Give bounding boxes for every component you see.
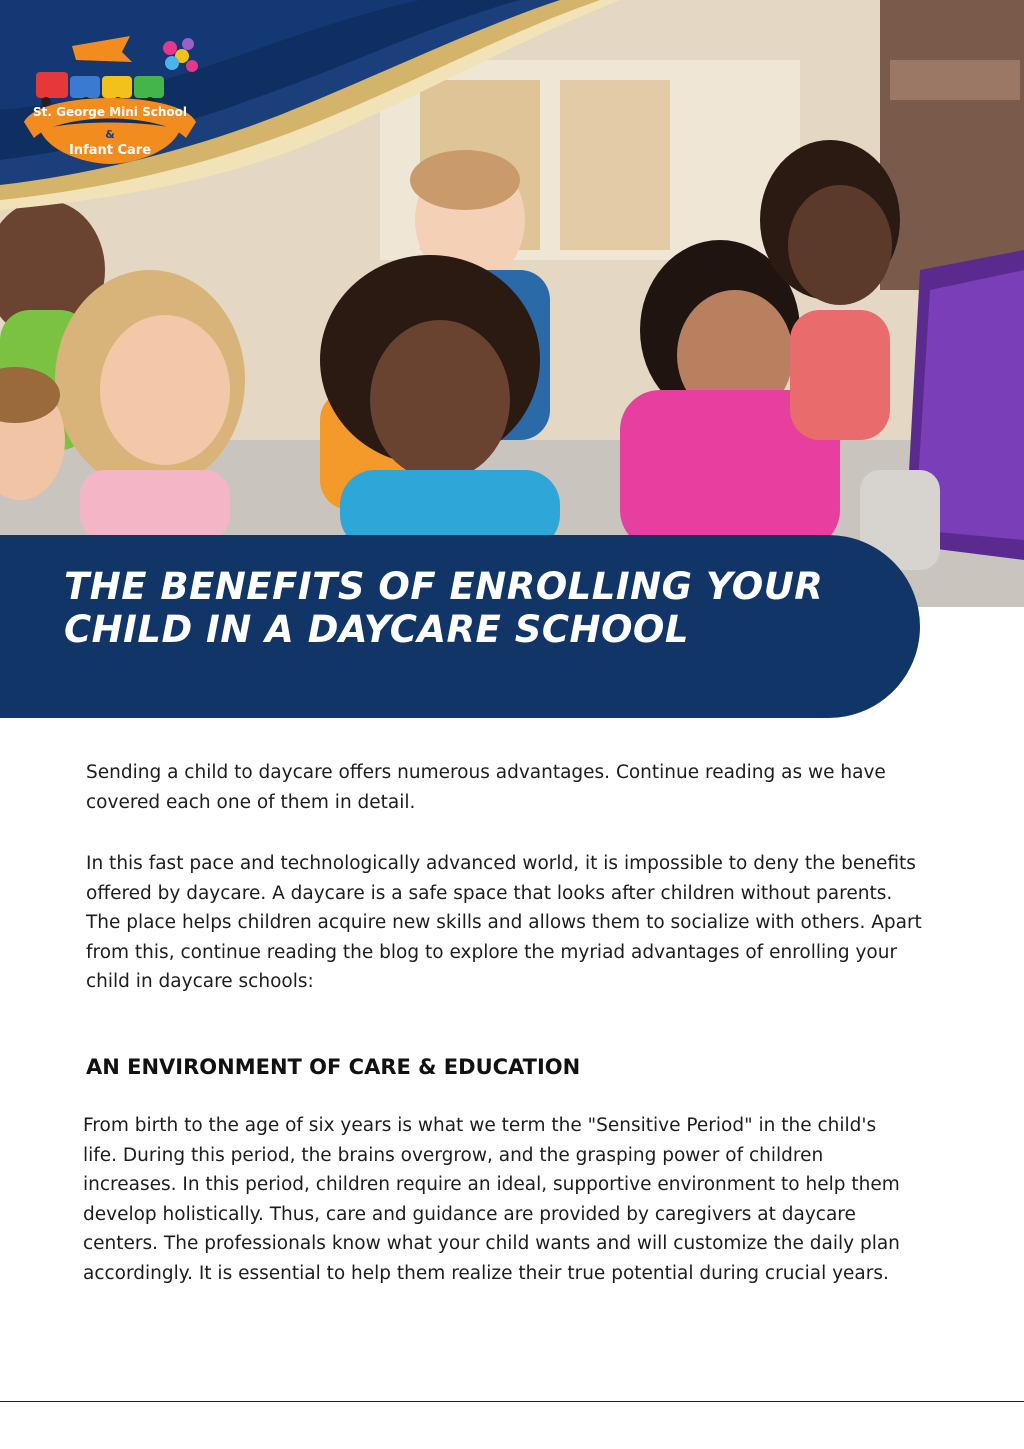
section-body-paragraph: From birth to the age of six years is what we term the "Sensitive Period" in the child's life. During this period, the brains overgrow, and the grasping power of children increases. In this period, children require an ideal, supportive environment to help them develop holistically. Thus, care and guidance are provided by caregivers at daycare centers. The professionals know what your child wants and will customize the daily plan accordingly. It is essential to help them realize their true potential during crucial years. — [83, 1115, 900, 1284]
logo-sub-text: Infant Care — [68, 143, 152, 158]
section-heading: AN ENVIRONMENT OF CARE & EDUCATION — [86, 1055, 581, 1079]
body-paragraph: In this fast pace and technologically advanced world, it is impossible to deny the benefits offered by daycare. A daycare is a safe space that looks after children without parents. The place helps children acquire new skills and allows them to socialize with others. Apart from this, continue reading the blog to explore the myriad advantages of enrolling your child in daycare schools: — [86, 853, 922, 992]
logo-name-text: St. George Mini School — [33, 105, 187, 119]
logo-graphic — [10, 30, 210, 170]
logo-ampersand-text: & — [105, 128, 115, 141]
intro-paragraph: Sending a child to daycare offers numerous advantages. Continue reading as we have covered each one of them in detail. — [86, 762, 886, 813]
article-title: THE BENEFITS OF ENROLLING YOUR CHILD IN A DAYCARE SCHOOL — [64, 565, 824, 651]
footer-divider — [0, 1401, 1024, 1402]
school-logo — [10, 30, 210, 170]
